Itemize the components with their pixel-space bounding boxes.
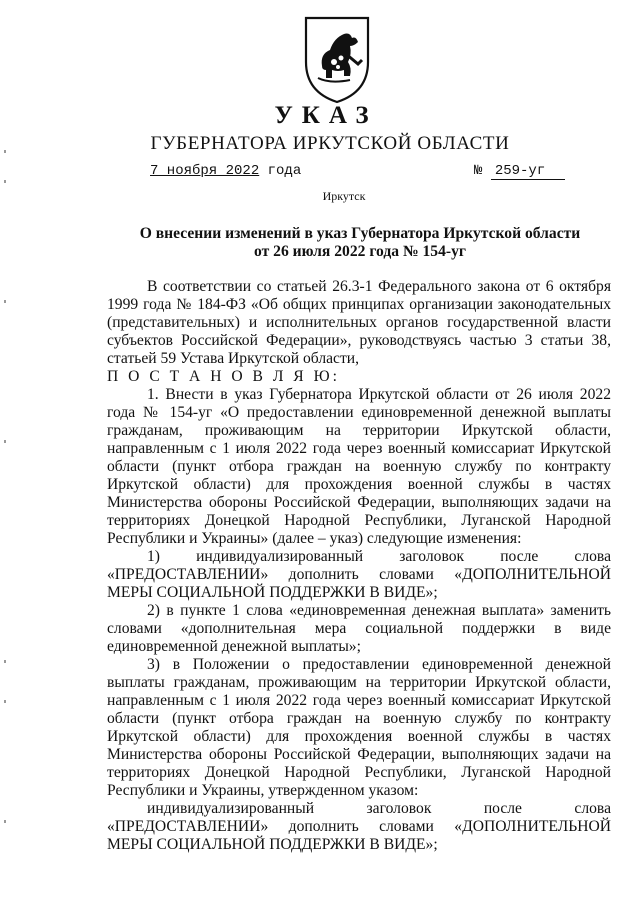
date-suffix: года: [267, 163, 302, 179]
coat-of-arms-icon: [300, 14, 374, 104]
document-date: [150, 163, 301, 179]
subitem-3a-paragraph: индивидуализированный заголовок после слова «ПРЕДОСТАВЛЕНИИ» дополнить словами «ДОПОЛНИТЕЛЬНОЙ МЕРЫ СОЦИАЛЬНОЙ ПОДДЕРЖКИ В ВИДЕ»;: [107, 800, 611, 853]
number-value: 259-уг: [491, 163, 565, 180]
document-number: [474, 163, 565, 180]
scan-margin-marks: [4, 140, 10, 840]
number-sign: №: [474, 163, 483, 179]
subitem-3-paragraph: 3) в Положении о предоставлении единовременной денежной выплаты гражданам, проживающим на территории Иркутской области, направленным с 1 июля 2022 года через военный комиссариат Иркутской области (пункт отбора граждан на военную службу по контракту Иркутской области) для прохождения военной службы в частях Министерства обороны Российской Федерации, выполняющих задачи на территориях Донецкой Народной Республики, Луганской Народной Республики и Украины, утвержденном указом:: [107, 656, 611, 799]
date-value: 7 ноября 2022: [150, 163, 260, 179]
heading-line-1: О внесении изменений в указ Губернатора Иркутской области: [139, 225, 581, 242]
item-1-paragraph: 1. Внести в указ Губернатора Иркутской области от 26 июля 2022 года № 154-уг «О предоставлении единовременной денежной выплаты гражданам, проживающим на территории Иркутской области, направленным с 1 июля 2022 года через военный комиссариат Иркутской области (пункт отбора граждан на военную службу по контракту Иркутской области) для прохождения военной службы в частях Министерства обороны Российской Федерации, выполняющих задачи на территориях Донецкой Народной Республики, Луганской Народной Республики и Украины» (далее – указ) следующие изменения:: [107, 386, 611, 547]
city-name: Иркутск: [322, 189, 366, 203]
preamble-paragraph: В соответствии со статьей 26.3-1 Федерального закона от 6 октября 1999 года № 184-ФЗ «Об общих принципах организации законодательных (представительных) и исполнительных органов государственной власти субъектов Российской Федерации», руководствуясь частью 3 статьи 38, статьей 59 Устава Иркутской области,: [107, 278, 611, 367]
document-body: [107, 278, 611, 854]
decree-word: П О С Т А Н О В Л Я Ю:: [107, 368, 340, 385]
subitem-1-paragraph: 1) индивидуализированный заголовок после слова «ПРЕДОСТАВЛЕНИИ» дополнить словами «ДОПОЛНИТЕЛЬНОЙ МЕРЫ СОЦИАЛЬНОЙ ПОДДЕРЖКИ В ВИДЕ»;: [107, 548, 611, 601]
heading-line-2: от 26 июля 2022 года № 154-уг: [254, 243, 466, 260]
subitem-2-paragraph: 2) в пункте 1 слова «единовременная денежная выплата» заменить словами «дополнительная мера социальной поддержки в виде единовременной денежной выплаты»;: [107, 602, 611, 655]
document-heading: [130, 225, 590, 261]
document-type-title: УКАЗ: [274, 102, 378, 129]
issuer-title: ГУБЕРНАТОРА ИРКУТСКОЙ ОБЛАСТИ: [150, 133, 510, 154]
